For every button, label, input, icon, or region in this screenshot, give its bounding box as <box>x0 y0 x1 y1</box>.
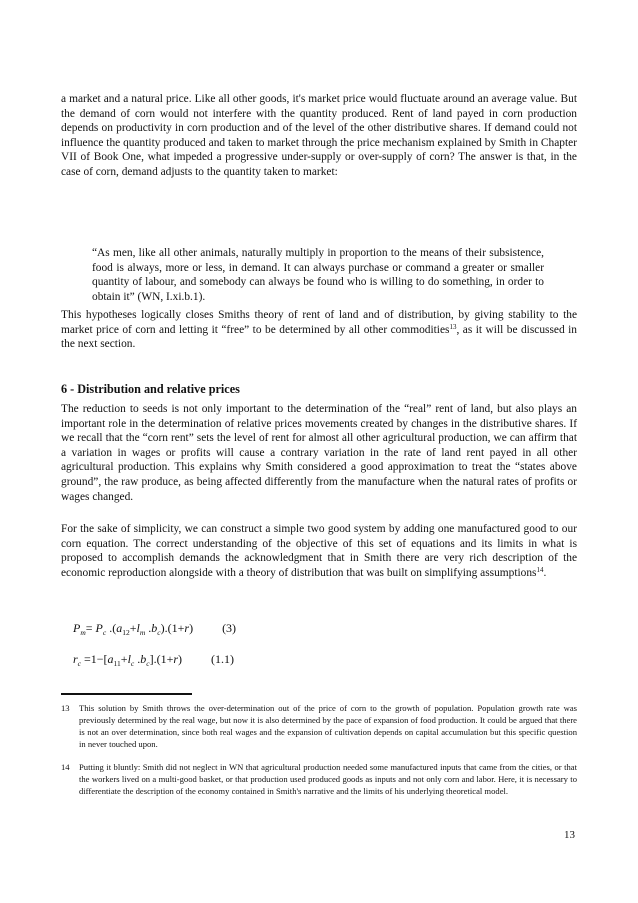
footnote-ref-13[interactable]: 13 <box>449 322 457 331</box>
paragraph-simplicity <box>61 522 577 580</box>
section-heading: 6 - Distribution and relative prices <box>61 382 240 396</box>
paragraph-text: The reduction to seeds is not only important to the determination of the “real” rent of land, but also plays an important role in the determination of relative prices movements created by changes in the distributive shares. If we recall that the “corn rent” sets the level of rent for almost all other agricultural production, we can affirm that a variation in wages or profits will cause a contrary variation in the rate of land rent payed in all other agricultural production. This explains why Smith considered a good approximation to treat the “states above ground”, the raw produce, as being affected differently from the manufacture when the natural rates of profits or wages changed. <box>61 403 577 503</box>
footnote-separator <box>61 693 192 695</box>
paragraph-text: a market and a natural price. Like all other goods, it's market price would fluctuate around an average value. But the demand of corn would not interfere with the quantity produced. Rent of land payed in corn production depends on productivity in corn production and of the level of the other distributive shares. If demand could not influence the quantity produced and taken to market through the price mechanism explained by Smith in Chapter VII of Book One, what impeded a progressive under-supply or over-supply of corn? The answer is that, in the case of corn, demand adjusts to the quantity taken to market: <box>61 93 577 178</box>
footnote-13 <box>61 702 577 750</box>
equation-1-1: $r_c =1-[a_{11}+l_c$ $.b_c].(1+r)$ (1.1) <box>73 652 235 668</box>
paragraph-text: , as it will be discussed in the next section. <box>61 323 577 351</box>
page-number: 13 <box>564 829 575 841</box>
equation-number: (3) <box>222 621 237 635</box>
equation-3: $P_m= P_c$ $.(a_{12}+l_m$ $.b_c).(1+r)$ (3) <box>73 621 237 637</box>
footnote-number: 14 <box>61 762 70 772</box>
paragraph-reduction <box>61 402 577 504</box>
equation-number: (1.1) <box>211 652 235 666</box>
paragraph-text: This hypotheses logically closes Smiths theory of rent of land and of distribution, by giving stability to the market price of corn and letting it “free” to be determined by all other commodities <box>61 309 577 336</box>
paragraph-hypotheses <box>61 308 577 352</box>
footnote-number: 13 <box>61 703 70 713</box>
footnote-text: This solution by Smith throws the over-determination out of the price of corn to the growth of population. Population growth rate was previously determined by the real wage, but now it is also determined by the pace of expansion of food production. It could be argued that there is not an over determination, since both real wages and the expansion of cultivation depends on capital accumulation but this specific question in never touched upon. <box>79 703 577 749</box>
footnote-14 <box>61 761 577 797</box>
quote-text: “As men, like all other animals, naturally multiply in proportion to the means of their subsistence, food is always, more or less, in demand. It can always purchase or command a greater or smaller quantity of labour, and somebody can always be found who is willing to do something, in order to obtain it” (WN, I.xi.b.1). <box>92 247 544 303</box>
paragraph-text: For the sake of simplicity, we can construct a simple two good system by adding one manufactured good to our corn equation. The correct understanding of the objective of this set of equations and its limits in what is proposed to accomplish demands the acknowledgment that in Smith there are very rich description of the economic reproduction alongside with a theory of distribution that was built on simplifying assumptions <box>61 523 577 579</box>
footnote-ref-14[interactable]: 14 <box>536 565 544 574</box>
paragraph-intro <box>61 92 577 180</box>
block-quote <box>92 246 544 304</box>
footnote-text: Putting it bluntly: Smith did not neglect in WN that agricultural production needed some manufactured inputs that came from the cities, or that the workers lived on a multi-good basket, or that production used produced goods as inputs and not only corn and labor. Here, it is necessary to differentiate the description of the economy contained in Smith's narrative and the limits of his underlying theoretical model. <box>79 762 577 796</box>
paragraph-text: . <box>543 566 547 579</box>
